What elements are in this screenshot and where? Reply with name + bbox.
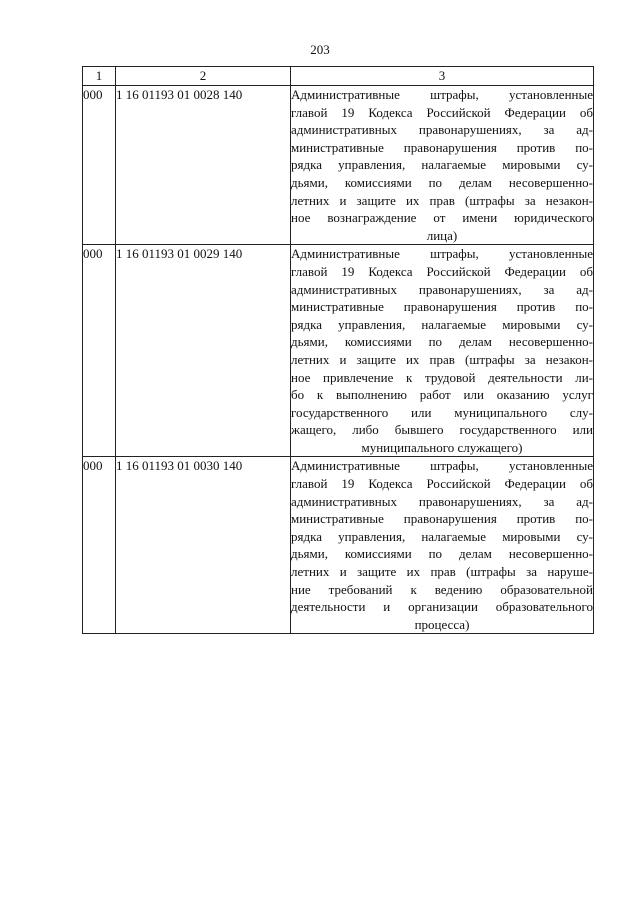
description-line: дьями, комиссиями по делам несовершенно- — [291, 546, 593, 562]
description-line: летних и защите их прав (штрафы за наруше- — [291, 564, 593, 580]
table-row — [83, 457, 594, 634]
admin-code-cell: 000 — [83, 86, 116, 245]
description-text — [291, 457, 593, 633]
table-header-row — [83, 67, 594, 86]
admin-code-cell: 000 — [83, 245, 116, 457]
description-line: Административные штрафы, установленные — [291, 87, 593, 102]
description-line: Административные штрафы, установленные — [291, 246, 593, 262]
column-header-3: 3 — [291, 67, 594, 86]
description-line: Административные штрафы, установленные — [291, 458, 593, 474]
description-line: летних и защите их прав (штрафы за незакон- — [291, 192, 593, 208]
description-text — [291, 86, 593, 244]
admin-code-cell: 000 — [83, 457, 116, 634]
description-line: административных правонарушениях, за ад- — [291, 281, 593, 297]
description-cell — [291, 245, 594, 457]
table-row — [83, 86, 594, 245]
page-number: 203 — [310, 42, 330, 57]
description-line: государственного или муниципального слу- — [291, 404, 593, 420]
description-line: министративные правонарушения против по- — [291, 299, 593, 315]
description-line: лица) — [426, 227, 458, 243]
description-line: главой 19 Кодекса Российской Федерации об — [291, 263, 593, 279]
description-line: ное привлечение к трудовой деятельности ли- — [291, 369, 593, 385]
column-header-2: 2 — [116, 67, 291, 86]
description-line: главой 19 Кодекса Российской Федерации об — [291, 104, 593, 120]
description-line: бо к выполнению работ или оказанию услуг — [291, 387, 593, 403]
description-text — [291, 245, 593, 456]
description-line: министративные правонарушения против по- — [291, 139, 593, 155]
document-table — [82, 66, 594, 634]
description-line: муниципального служащего) — [361, 439, 523, 455]
description-line: министративные правонарушения против по- — [291, 511, 593, 527]
description-line: деятельности и организации образовательного — [291, 599, 593, 615]
description-line: ние требований к ведению образовательной — [291, 581, 593, 597]
description-line: рядка управления, налагаемые мировыми су- — [291, 157, 593, 173]
description-line: жащего, либо бывшего государственного или — [291, 422, 593, 438]
kbk-code-cell: 1 16 01193 01 0028 140 — [116, 86, 291, 245]
description-cell — [291, 457, 594, 634]
description-line: рядка управления, налагаемые мировыми су- — [291, 316, 593, 332]
description-line: главой 19 Кодекса Российской Федерации об — [291, 476, 593, 492]
description-line: рядка управления, налагаемые мировыми су- — [291, 528, 593, 544]
description-line: ное вознаграждение от имени юридического — [291, 210, 593, 226]
description-cell — [291, 86, 594, 245]
kbk-code-cell: 1 16 01193 01 0030 140 — [116, 457, 291, 634]
description-line: дьями, комиссиями по делам несовершенно- — [291, 174, 593, 190]
description-line: процесса) — [414, 616, 470, 632]
description-line: административных правонарушениях, за ад- — [291, 493, 593, 509]
table-body — [83, 86, 594, 634]
table-row — [83, 245, 594, 457]
description-line: административных правонарушениях, за ад- — [291, 122, 593, 138]
kbk-code-cell: 1 16 01193 01 0029 140 — [116, 245, 291, 457]
description-line: дьями, комиссиями по делам несовершенно- — [291, 334, 593, 350]
description-line: летних и защите их прав (штрафы за незакон- — [291, 351, 593, 367]
column-header-1: 1 — [83, 67, 116, 86]
